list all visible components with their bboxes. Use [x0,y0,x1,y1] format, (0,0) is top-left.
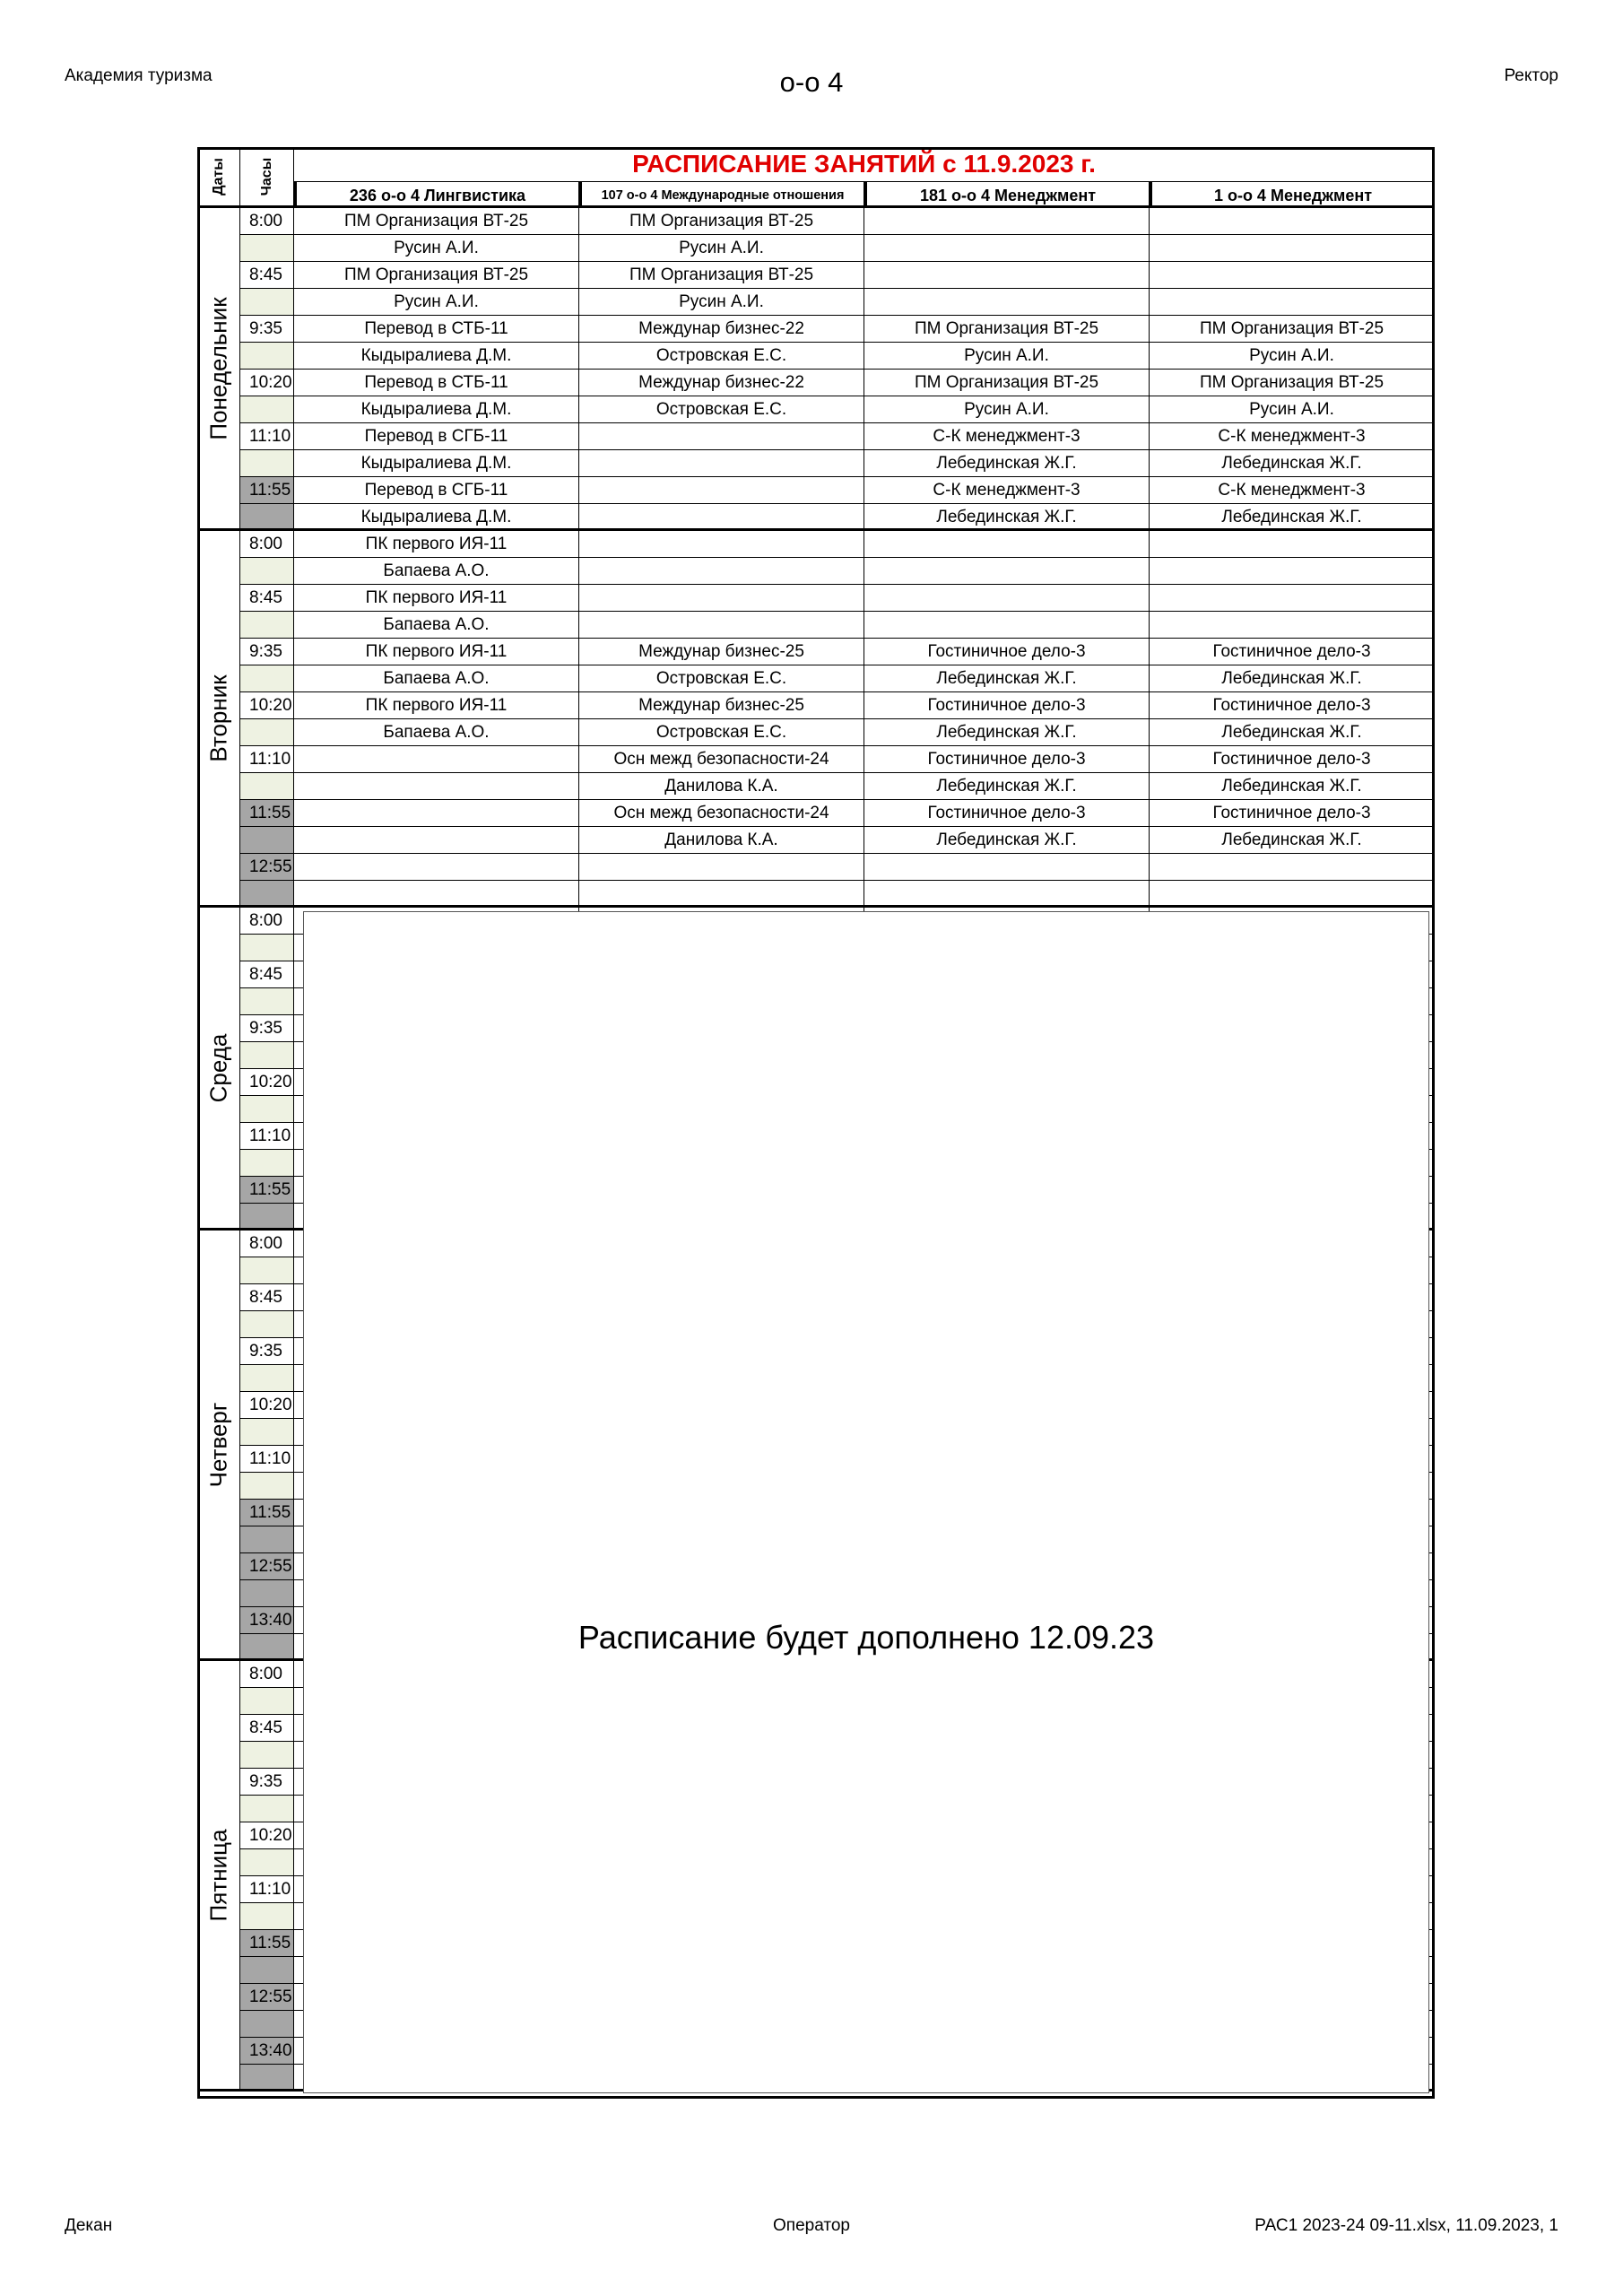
subject-cell: ПМ Организация ВТ-25 [294,262,579,289]
subject-cell: ПК первого ИЯ-11 [294,585,579,612]
subject-cell: Гостиничное дело-3 [864,746,1150,773]
time-slot: 11:55 [240,1500,294,1526]
teacher-cell [579,881,864,908]
time-slot-spacer [240,773,294,800]
time-slot: 8:45 [240,585,294,612]
time-slot-spacer [240,1742,294,1769]
teacher-cell: Русин А.И. [864,396,1150,423]
dates-header-label: Даты [210,157,226,196]
time-slot-spacer [240,396,294,423]
time-slot: 8:45 [240,1284,294,1311]
teacher-cell [579,504,864,531]
column-header-4: 1 о-о 4 Менеджмент [1150,181,1435,208]
time-slot-spacer [240,935,294,961]
subject-cell: ПМ Организация ВТ-25 [294,208,579,235]
teacher-cell: Лебединская Ж.Г. [864,719,1150,746]
time-slot: 9:35 [240,1338,294,1365]
time-slot: 13:40 [240,2038,294,2065]
subject-cell: ПК первого ИЯ-11 [294,531,579,558]
teacher-cell [294,773,579,800]
subject-cell: Междунар бизнес-22 [579,316,864,343]
teacher-cell [864,235,1150,262]
teacher-cell: Лебединская Ж.Г. [864,827,1150,854]
time-slot-spacer [240,558,294,585]
time-slot-spacer [240,719,294,746]
subject-cell: ПМ Организация ВТ-25 [1150,316,1435,343]
time-slot: 12:55 [240,1984,294,2011]
time-slot: 8:45 [240,262,294,289]
time-slot: 11:10 [240,1123,294,1150]
dean-label: Декан [65,2216,113,2235]
time-slot-spacer [240,1903,294,1930]
time-slot: 9:35 [240,1769,294,1796]
subject-cell: Перевод в СГБ-11 [294,477,579,504]
teacher-cell: Кыдыралиева Д.М. [294,396,579,423]
time-slot-spacer [240,1096,294,1123]
teacher-cell: Данилова К.А. [579,773,864,800]
time-slot: 11:10 [240,1446,294,1473]
subject-cell: Гостиничное дело-3 [1150,692,1435,719]
teacher-cell: Кыдыралиева Д.М. [294,343,579,370]
teacher-cell [1150,558,1435,585]
day-cell-5 [197,1661,240,2092]
group-title: о-о 4 [779,66,844,98]
time-slot-spacer [240,343,294,370]
time-slot: 12:55 [240,1553,294,1580]
time-slot-spacer [240,504,294,531]
time-slot-spacer [240,881,294,908]
teacher-cell: Островская Е.С. [579,665,864,692]
column-header-1: 236 о-о 4 Лингвистика [294,181,579,208]
notice-box [303,911,1429,2093]
teacher-cell [864,558,1150,585]
subject-cell [864,262,1150,289]
time-slot: 8:00 [240,531,294,558]
time-slot: 8:45 [240,1715,294,1742]
subject-cell [1150,854,1435,881]
time-slot-spacer [240,1150,294,1177]
subject-cell: Перевод в СГБ-11 [294,423,579,450]
time-slot: 11:55 [240,1930,294,1957]
subject-cell: ПМ Организация ВТ-25 [864,370,1150,396]
day-cell-4 [197,1231,240,1661]
time-slot-spacer [240,665,294,692]
time-slot: 9:35 [240,316,294,343]
subject-cell: Гостиничное дело-3 [1150,639,1435,665]
subject-cell [864,208,1150,235]
teacher-cell: Бапаева А.О. [294,719,579,746]
time-slot: 11:10 [240,746,294,773]
subject-cell: Гостиничное дело-3 [864,639,1150,665]
column-header-2: 107 о-о 4 Международные отношения [579,181,864,208]
subject-cell [579,477,864,504]
hours-header-label: Часы [258,157,274,196]
time-slot: 11:55 [240,800,294,827]
time-slot: 8:45 [240,961,294,988]
time-slot-spacer [240,289,294,316]
teacher-cell: Островская Е.С. [579,719,864,746]
teacher-cell: Островская Е.С. [579,396,864,423]
subject-cell: Перевод в СТБ-11 [294,370,579,396]
teacher-cell [294,881,579,908]
teacher-cell: Лебединская Ж.Г. [864,504,1150,531]
day-name: Среда [204,1033,231,1102]
time-slot-spacer [240,1042,294,1069]
day-cell-1 [197,208,240,531]
subject-cell: Гостиничное дело-3 [1150,746,1435,773]
subject-cell: Осн межд безопасности-24 [579,800,864,827]
time-slot-spacer [240,2065,294,2092]
time-slot-spacer [240,1849,294,1876]
teacher-cell: Лебединская Ж.Г. [1150,504,1435,531]
subject-cell: С-К менеджмент-3 [864,423,1150,450]
subject-cell [864,854,1150,881]
teacher-cell [579,558,864,585]
subject-cell [1150,208,1435,235]
subject-cell [579,854,864,881]
subject-cell: Гостиничное дело-3 [864,692,1150,719]
notice-text: Расписание будет дополнено 12.09.23 [577,1619,1155,1656]
time-slot-spacer [240,1526,294,1553]
subject-cell [1150,585,1435,612]
subject-cell [1150,262,1435,289]
teacher-cell [864,881,1150,908]
time-slot-spacer [240,235,294,262]
time-slot: 9:35 [240,1015,294,1042]
time-slot: 8:00 [240,1231,294,1257]
time-slot-spacer [240,1580,294,1607]
dates-header [197,147,240,208]
teacher-cell [1150,881,1435,908]
teacher-cell [864,289,1150,316]
teacher-cell: Лебединская Ж.Г. [1150,450,1435,477]
subject-cell: ПК первого ИЯ-11 [294,692,579,719]
rector-label: Ректор [1504,66,1558,85]
teacher-cell: Лебединская Ж.Г. [1150,773,1435,800]
day-name: Вторник [204,674,231,762]
time-slot-spacer [240,988,294,1015]
time-slot: 11:10 [240,423,294,450]
day-cell-2 [197,531,240,908]
subject-cell: Междунар бизнес-22 [579,370,864,396]
day-name: Понедельник [204,296,231,440]
subject-cell [294,854,579,881]
institution-name: Академия туризма [65,66,213,85]
file-info: РАС1 2023-24 09-11.xlsx, 11.09.2023, 1 [1254,2216,1558,2235]
time-slot-spacer [240,1473,294,1500]
subject-cell: ПМ Организация ВТ-25 [1150,370,1435,396]
time-slot: 12:55 [240,854,294,881]
subject-cell: Перевод в СТБ-11 [294,316,579,343]
teacher-cell [864,612,1150,639]
subject-cell [579,423,864,450]
time-slot-spacer [240,1365,294,1392]
teacher-cell [1150,612,1435,639]
time-slot-spacer [240,1311,294,1338]
time-slot: 13:40 [240,1607,294,1634]
time-slot: 8:00 [240,908,294,935]
teacher-cell: Лебединская Ж.Г. [864,773,1150,800]
time-slot: 10:20 [240,1822,294,1849]
teacher-cell: Островская Е.С. [579,343,864,370]
teacher-cell [1150,289,1435,316]
day-cell-3 [197,908,240,1231]
subject-cell [864,585,1150,612]
schedule-table [197,147,1435,2099]
subject-cell: С-К менеджмент-3 [864,477,1150,504]
teacher-cell: Бапаева А.О. [294,558,579,585]
subject-cell [294,746,579,773]
teacher-cell: Русин А.И. [294,235,579,262]
teacher-cell: Лебединская Ж.Г. [1150,827,1435,854]
time-slot-spacer [240,1796,294,1822]
teacher-cell: Русин А.И. [1150,343,1435,370]
teacher-cell: Лебединская Ж.Г. [864,450,1150,477]
time-slot: 8:00 [240,1661,294,1688]
time-slot-spacer [240,612,294,639]
time-slot: 10:20 [240,692,294,719]
subject-cell [864,531,1150,558]
teacher-cell [579,612,864,639]
day-name: Пятница [204,1829,231,1921]
time-slot-spacer [240,1204,294,1231]
teacher-cell: Русин А.И. [1150,396,1435,423]
time-slot: 9:35 [240,639,294,665]
subject-cell: ПМ Организация ВТ-25 [579,262,864,289]
time-slot: 11:10 [240,1876,294,1903]
teacher-cell: Лебединская Ж.Г. [1150,719,1435,746]
teacher-cell [1150,235,1435,262]
day-name: Четверг [204,1402,231,1487]
teacher-cell: Бапаева А.О. [294,612,579,639]
time-slot-spacer [240,1257,294,1284]
teacher-cell: Кыдыралиева Д.М. [294,450,579,477]
subject-cell [579,531,864,558]
subject-cell: Гостиничное дело-3 [1150,800,1435,827]
schedule-title: РАСПИСАНИЕ ЗАНЯТИЙ с 11.9.2023 г. [294,147,1435,181]
subject-cell: ПМ Организация ВТ-25 [579,208,864,235]
time-slot-spacer [240,827,294,854]
subject-cell: ПМ Организация ВТ-25 [864,316,1150,343]
time-slot-spacer [240,1688,294,1715]
time-slot-spacer [240,1957,294,1984]
subject-cell: Осн межд безопасности-24 [579,746,864,773]
teacher-cell: Лебединская Ж.Г. [1150,665,1435,692]
teacher-cell: Русин А.И. [579,235,864,262]
teacher-cell: Русин А.И. [579,289,864,316]
time-slot: 10:20 [240,1069,294,1096]
time-slot: 11:55 [240,1177,294,1204]
subject-cell: Междунар бизнес-25 [579,639,864,665]
operator-label: Оператор [773,2216,850,2235]
time-slot: 10:20 [240,370,294,396]
subject-cell [294,800,579,827]
subject-cell: С-К менеджмент-3 [1150,423,1435,450]
column-header-3: 181 о-о 4 Менеджмент [864,181,1150,208]
subject-cell: С-К менеджмент-3 [1150,477,1435,504]
subject-cell [1150,531,1435,558]
teacher-cell: Данилова К.А. [579,827,864,854]
time-slot-spacer [240,1634,294,1661]
subject-cell: ПК первого ИЯ-11 [294,639,579,665]
time-slot-spacer [240,1419,294,1446]
time-slot-spacer [240,450,294,477]
teacher-cell: Русин А.И. [294,289,579,316]
subject-cell [579,585,864,612]
time-slot: 10:20 [240,1392,294,1419]
teacher-cell: Русин А.И. [864,343,1150,370]
time-slot-spacer [240,2011,294,2038]
teacher-cell [579,450,864,477]
teacher-cell: Лебединская Ж.Г. [864,665,1150,692]
teacher-cell: Кыдыралиева Д.М. [294,504,579,531]
teacher-cell: Бапаева А.О. [294,665,579,692]
hours-header [240,147,294,208]
teacher-cell [294,827,579,854]
subject-cell: Междунар бизнес-25 [579,692,864,719]
time-slot: 11:55 [240,477,294,504]
time-slot: 8:00 [240,208,294,235]
subject-cell: Гостиничное дело-3 [864,800,1150,827]
